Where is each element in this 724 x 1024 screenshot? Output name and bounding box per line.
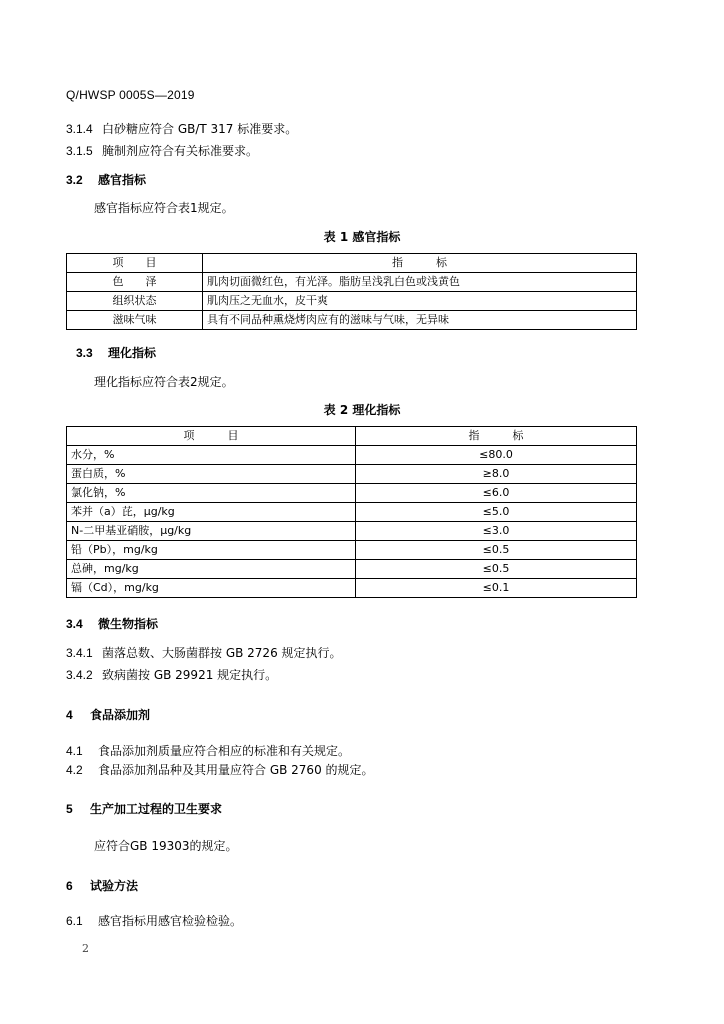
- clause-number: 3.1.5: [66, 144, 93, 158]
- clause-text: 腌制剂应符合有关标准要求。: [102, 144, 259, 158]
- row-item: 氯化钠，%: [67, 484, 356, 503]
- document-code-header: Q/HWSP 0005S—2019: [66, 88, 195, 102]
- table-row: [67, 579, 637, 598]
- row-value: ≤3.0: [356, 522, 637, 541]
- section-3-4-heading: [66, 615, 158, 632]
- table-row: [67, 446, 637, 465]
- clause-text: 菌落总数、大肠菌群按 GB 2726 规定执行。: [102, 646, 342, 660]
- header-indicator: 指 标: [203, 254, 637, 273]
- section-5-text: 应符合GB 19303的规定。: [94, 839, 238, 853]
- header-indicator: 指 标: [356, 427, 637, 446]
- page-number: 2: [82, 942, 89, 955]
- section-number: 3.3: [76, 346, 93, 360]
- row-item: 水分，%: [67, 446, 356, 465]
- table-header-row: [67, 254, 637, 273]
- section-3-3-heading: [76, 344, 156, 361]
- section-title: 食品添加剂: [90, 708, 151, 722]
- clause-text: 致病菌按 GB 29921 规定执行。: [102, 668, 278, 682]
- row-value: ≤0.1: [356, 579, 637, 598]
- row-value: ≤0.5: [356, 560, 637, 579]
- section-title: 微生物指标: [98, 617, 159, 631]
- header-item: 项 目: [67, 427, 356, 446]
- row-item: 色 泽: [67, 273, 203, 292]
- clause-number: 3.1.4: [66, 122, 93, 136]
- table-2-caption: 表 2 理化指标: [323, 403, 401, 417]
- clause-3-1-5: [66, 142, 258, 159]
- section-number: 4: [66, 708, 73, 722]
- section-title: 理化指标: [108, 346, 157, 360]
- section-title: 试验方法: [90, 879, 139, 893]
- row-indicator: 具有不同品种熏烧烤肉应有的滋味与气味，无异味: [203, 311, 637, 330]
- row-item: 镉（Cd），mg/kg: [67, 579, 356, 598]
- table-row: [67, 522, 637, 541]
- row-value: ≤5.0: [356, 503, 637, 522]
- clause-number: 3.4.1: [66, 646, 93, 660]
- section-3-2-heading: [66, 171, 146, 188]
- section-3-3-text: 理化指标应符合表2规定。: [94, 375, 234, 389]
- table-row: [67, 541, 637, 560]
- section-number: 5: [66, 802, 73, 816]
- section-4-heading: [66, 706, 150, 723]
- clause-6-1: [66, 912, 242, 929]
- clause-text: 白砂糖应符合 GB/T 317 标准要求。: [102, 122, 298, 136]
- table-row: [67, 273, 637, 292]
- row-item: 组织状态: [67, 292, 203, 311]
- section-5-heading: [66, 800, 222, 817]
- table-1-caption: 表 1 感官指标: [323, 230, 401, 244]
- row-item: 总砷，mg/kg: [67, 560, 356, 579]
- table-row: [67, 311, 637, 330]
- row-indicator: 肌肉切面微红色，有光泽。脂肪呈浅乳白色或浅黄色: [203, 273, 637, 292]
- row-value: ≤6.0: [356, 484, 637, 503]
- row-value: ≤0.5: [356, 541, 637, 560]
- clause-text: 感官指标用感官检验检验。: [98, 914, 243, 928]
- section-3-2-text: 感官指标应符合表1规定。: [94, 201, 234, 215]
- clause-text: 食品添加剂质量应符合相应的标准和有关规定。: [98, 744, 351, 758]
- table-row: [67, 560, 637, 579]
- clause-4-2: [66, 761, 374, 778]
- row-item: 蛋白质，%: [67, 465, 356, 484]
- section-title: 生产加工过程的卫生要求: [90, 802, 223, 816]
- table-row: [67, 465, 637, 484]
- row-item: N-二甲基亚硝胺，μg/kg: [67, 522, 356, 541]
- clause-number: 4.1: [66, 744, 83, 758]
- row-value: ≥8.0: [356, 465, 637, 484]
- section-number: 3.2: [66, 173, 83, 187]
- clause-number: 3.4.2: [66, 668, 93, 682]
- table-1-sensory: [66, 253, 637, 330]
- clause-number: 4.2: [66, 763, 83, 777]
- clause-3-4-2: [66, 666, 277, 683]
- header-item: 项 目: [67, 254, 203, 273]
- row-indicator: 肌肉压之无血水，皮干爽: [203, 292, 637, 311]
- section-number: 3.4: [66, 617, 83, 631]
- clause-3-1-4: [66, 120, 297, 137]
- section-number: 6: [66, 879, 73, 893]
- clause-3-4-1: [66, 644, 342, 661]
- clause-text: 食品添加剂品种及其用量应符合 GB 2760 的规定。: [98, 763, 374, 777]
- table-2-physicochemical: [66, 426, 637, 598]
- row-item: 铅（Pb），mg/kg: [67, 541, 356, 560]
- section-title: 感官指标: [98, 173, 147, 187]
- section-6-heading: [66, 877, 138, 894]
- table-header-row: [67, 427, 637, 446]
- row-value: ≤80.0: [356, 446, 637, 465]
- table-row: [67, 503, 637, 522]
- row-item: 滋味气味: [67, 311, 203, 330]
- clause-4-1: [66, 742, 350, 759]
- table-row: [67, 484, 637, 503]
- row-item: 苯并（a）芘，μg/kg: [67, 503, 356, 522]
- table-row: [67, 292, 637, 311]
- clause-number: 6.1: [66, 914, 83, 928]
